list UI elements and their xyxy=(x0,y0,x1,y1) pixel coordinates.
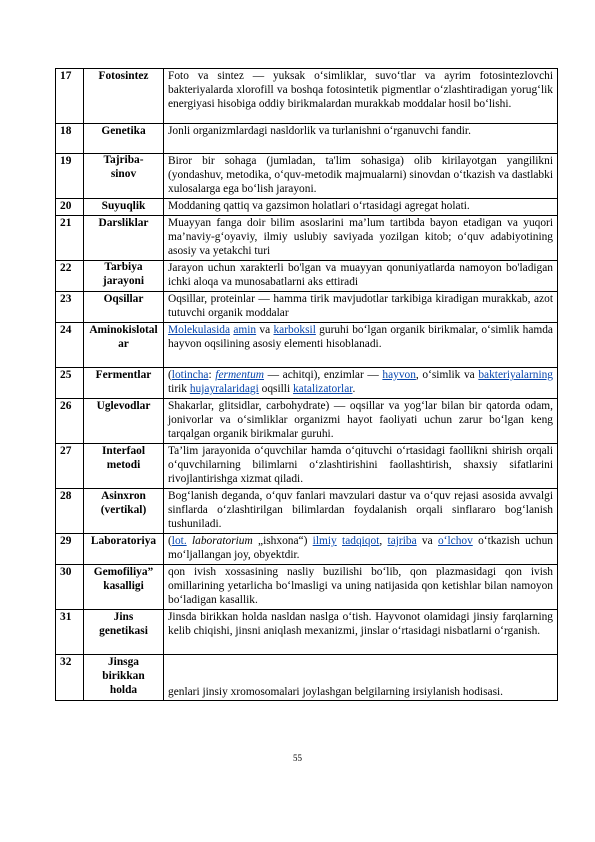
link-karboksil[interactable]: karboksil xyxy=(273,324,316,336)
definition-text: , o‘simlik va xyxy=(415,369,479,381)
term-cell: Jins genetikasi xyxy=(84,610,164,655)
term-cell: Fotosintez xyxy=(84,69,164,124)
table-row xyxy=(56,399,558,444)
definition-text: oqsilli xyxy=(258,382,293,395)
definition-cell: Moddaning qattiq va gazsimon holatlari o‘rtasidagi agregat holati. xyxy=(164,199,558,216)
row-number: 20 xyxy=(56,199,84,216)
term-cell: Tarbiya jarayoni xyxy=(84,261,164,292)
link-fermentum[interactable]: fermentum xyxy=(215,369,265,381)
term-cell: Gemofiliya” kasalligi xyxy=(84,565,164,610)
link-tadqiqot[interactable]: tadqiqot xyxy=(342,535,380,547)
definition-text: ( xyxy=(168,535,172,547)
row-number: 23 xyxy=(56,292,84,323)
table-row xyxy=(56,154,558,199)
link-hujayralaridagi[interactable]: hujayralaridagi xyxy=(189,382,259,395)
row-number: 28 xyxy=(56,489,84,534)
link-lotincha[interactable]: lotincha xyxy=(171,369,209,381)
link-olchov[interactable]: o‘lchov xyxy=(437,535,473,547)
definition-cell: Jinsda birikkan holda nasldan naslga o‘tish. Hayvonot olamidagi jinsiy farqlarning kelib chiqishi, jinsni aniqlash mexanizmi, jinslar o‘rtasidagi nisbatlarni o‘rganish. xyxy=(164,610,558,655)
definition-cell: Muayyan fanga doir bilim asoslarini ma’lum tartibda bayon etadigan va yuqori ma’naviy-g‘oyaviy, ilmiy uslubiy saviyada yozilgan kitob; o‘quv adabiyotining asosiy va yetakchi turi xyxy=(164,216,558,261)
definition-text: guruhi bo‘lgan organik birikmalar, o‘simlik hamda hayvon oqsilining asosiy elementi hisoblanadi. xyxy=(168,324,553,350)
term-cell: Interfaol metodi xyxy=(84,444,164,489)
definition-text: ( xyxy=(168,369,172,381)
table-row xyxy=(56,565,558,610)
definition-cell: Oqsillar, proteinlar — hamma tirik mavjudotlar tarkibiga kiradigan murakkab, azot tutuvchi organik moddalar xyxy=(164,292,558,323)
page-number: 55 xyxy=(293,753,302,763)
definition-text: laboratorium xyxy=(191,535,253,547)
row-number: 32 xyxy=(56,655,84,701)
link-lot[interactable]: lot. xyxy=(171,535,187,547)
term-cell: Suyuqlik xyxy=(84,199,164,216)
term-cell: Genetika xyxy=(84,124,164,154)
link-ilmiy[interactable]: ilmiy xyxy=(312,535,337,547)
term-cell: Uglevodlar xyxy=(84,399,164,444)
table-row xyxy=(56,610,558,655)
row-number: 18 xyxy=(56,124,84,154)
definition-cell: Jarayon uchun xarakterli bo'lgan va muayyan qonuniyatlarda namoyon bo'ladigan ichki aloqa va munosabatlarni aks ettiradi xyxy=(164,261,558,292)
row-number: 19 xyxy=(56,154,84,199)
term-cell: Jinsga birikkan holda xyxy=(84,655,164,701)
term-cell: Oqsillar xyxy=(84,292,164,323)
definition-cell xyxy=(164,323,558,368)
definition-cell xyxy=(164,534,558,565)
definition-cell: qon ivish xossasining nasliy buzilishi bo‘lib, qon plazmasidagi qon ivish omillarining yetarlicha bo‘lmasligi va uning natijasida qon ketishlar bilan namoyon bo‘ladigan kasallik. xyxy=(164,565,558,610)
term-cell: Fermentlar xyxy=(84,368,164,399)
definition-cell: genlari jinsiy xromosomalari joylashgan belgilarning irsiylanish hodisasi. xyxy=(164,655,558,701)
row-number: 22 xyxy=(56,261,84,292)
definition-text: tirik xyxy=(168,382,190,395)
definition-text: . xyxy=(352,382,356,395)
row-number: 30 xyxy=(56,565,84,610)
table-row xyxy=(56,261,558,292)
definition-text: — achitqi), enzimlar — xyxy=(264,369,383,381)
table-row xyxy=(56,124,558,154)
table-row xyxy=(56,199,558,216)
term-cell: Aminokislotalar xyxy=(84,323,164,368)
link-bakteriyalarning[interactable]: bakteriyalarning xyxy=(478,369,553,381)
definition-cell xyxy=(164,368,558,399)
definition-cell: Bog‘lanish deganda, o‘quv fanlari mavzulari dastur va o‘quv rejasi asosida avvalgi sinflarda o‘zlashtirilgan bilimlardan foydalanish orqali sinflararo bog‘lanish tushuniladi. xyxy=(164,489,558,534)
link-katalizatorlar[interactable]: katalizatorlar xyxy=(292,382,353,395)
table-row xyxy=(56,655,558,701)
term-cell: Laboratoriya xyxy=(84,534,164,565)
row-number: 24 xyxy=(56,323,84,368)
table-row xyxy=(56,444,558,489)
row-number: 17 xyxy=(56,69,84,124)
definition-cell: Ta’lim jarayonida o‘quvchilar hamda o‘qituvchi o‘rtasidagi faollikni shirish orqali o‘quvchilarning bilimlarni o‘zlashtirishini faollashtirish, shaxsiy sifatlarini rivojlantirishga xizmat qiladi. xyxy=(164,444,558,489)
table-row xyxy=(56,323,558,368)
row-number: 25 xyxy=(56,368,84,399)
definition-text: , xyxy=(379,535,388,547)
definition-cell: Biror bir sohaga (jumladan, ta'lim sohasiga) olib kirilayotgan yangilikni (yondashuv, metodika, o‘quv-metodik majmualarni) sinovdan o‘tkazish va dastlabki xulosalarga ega bo‘lish jarayoni. xyxy=(164,154,558,199)
term-cell: Asinxron (vertikal) xyxy=(84,489,164,534)
link-tajriba[interactable]: tajriba xyxy=(387,535,417,547)
definition-text: va xyxy=(416,535,438,547)
link-hayvon[interactable]: hayvon xyxy=(382,369,416,381)
definition-cell: Shakarlar, glitsidlar, carbohydrate) — oqsillar va yog‘lar bilan bir qatorda odam, jonivorlar va o‘simliklar organizmi hayot faoliyati uchun zarur bo‘lgan keng tarqalgan organik birikmalar guruhi. xyxy=(164,399,558,444)
glossary-table xyxy=(55,68,558,701)
row-number: 29 xyxy=(56,534,84,565)
definition-text: „ishxona“) xyxy=(252,535,313,547)
table-row xyxy=(56,216,558,261)
row-number: 27 xyxy=(56,444,84,489)
definition-text: : xyxy=(208,369,216,381)
definition-text: va xyxy=(256,324,274,336)
term-cell: Tajriba-sinov xyxy=(84,154,164,199)
link-molekulasida[interactable]: Molekulasida xyxy=(168,324,231,336)
definition-text: o‘tkazish uchun mo‘ljallangan joy, obyektdir. xyxy=(168,535,553,561)
table-row xyxy=(56,489,558,534)
row-number: 31 xyxy=(56,610,84,655)
table-row xyxy=(56,368,558,399)
table-row xyxy=(56,69,558,124)
row-number: 21 xyxy=(56,216,84,261)
definition-cell: Jonli organizmlardagi nasldorlik va turlanishni o‘rganuvchi fandir. xyxy=(164,124,558,154)
definition-cell: Foto va sintez — yuksak o‘simliklar, suvo‘tlar va ayrim fotosintezlovchi bakteriyalarda xlorofill va boshqa fotosintetik pigmentlar o‘zlashtiradigan yorug‘lik energiyasi hisobiga oddiy birikmalardan murakkab moddalar hosil bo‘lishi. xyxy=(164,69,558,124)
row-number: 26 xyxy=(56,399,84,444)
table-row xyxy=(56,292,558,323)
term-cell: Darsliklar xyxy=(84,216,164,261)
link-amin[interactable]: amin xyxy=(233,324,257,336)
table-row xyxy=(56,534,558,565)
